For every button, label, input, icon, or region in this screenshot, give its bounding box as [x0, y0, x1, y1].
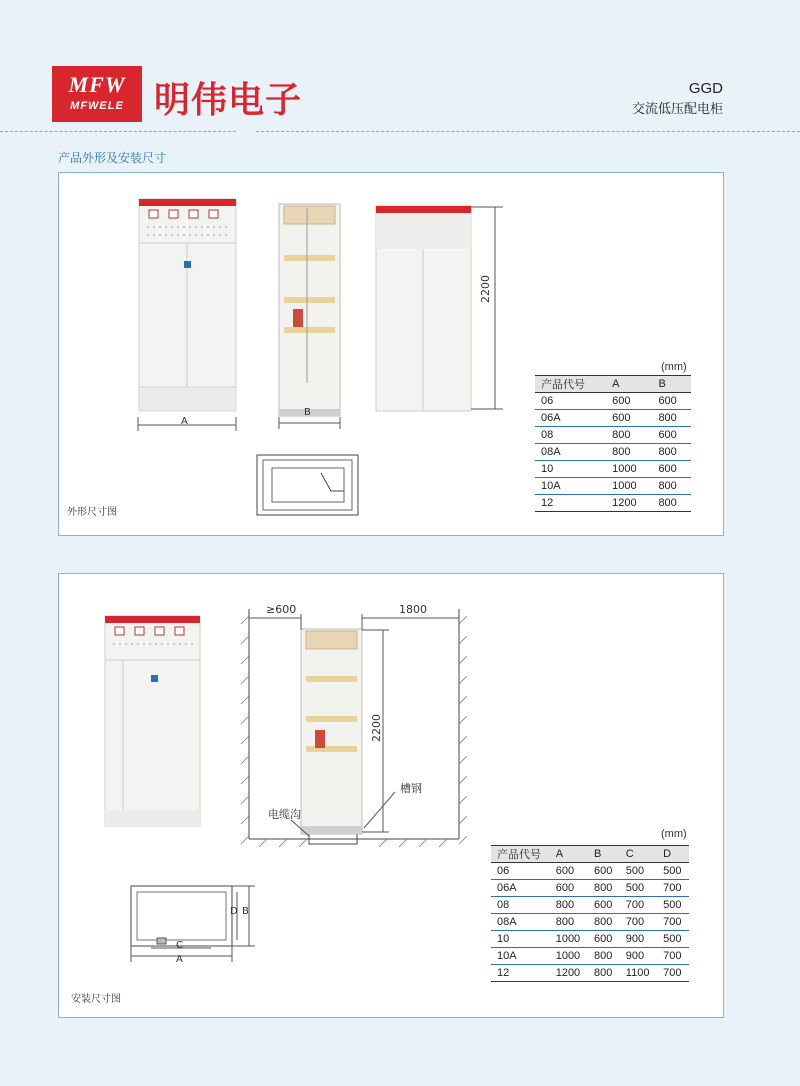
table-cell: 1000: [550, 948, 588, 965]
table-row: [535, 495, 691, 512]
label-cable-trench: 电缆沟: [268, 808, 301, 821]
product-title: 交流低压配电柜: [631, 102, 723, 117]
dim-a-label: A: [176, 954, 183, 965]
brand-logo: [52, 66, 142, 122]
table-cell: 700: [657, 914, 689, 931]
table-row: [491, 897, 689, 914]
table-cell: 600: [588, 897, 620, 914]
table-cell: 700: [657, 965, 689, 982]
column-header: C: [620, 846, 657, 863]
table-cell: 1100: [620, 965, 657, 982]
table-cell: 06A: [491, 880, 550, 897]
table-cell: 600: [606, 410, 652, 427]
column-header: A: [606, 376, 652, 393]
table-cell: 800: [652, 478, 691, 495]
table-cell: 08: [535, 427, 606, 444]
table-cell: 10: [535, 461, 606, 478]
table-cell: 12: [535, 495, 606, 512]
table-row: [491, 931, 689, 948]
table-cell: 600: [550, 863, 588, 880]
column-header: 产品代号: [491, 846, 550, 863]
header-divider: [256, 131, 800, 132]
table-cell: 12: [491, 965, 550, 982]
table-cell: 1000: [606, 461, 652, 478]
table-cell: 10A: [535, 478, 606, 495]
table-cell: 600: [588, 931, 620, 948]
table-cell: 800: [606, 444, 652, 461]
table-cell: 1000: [550, 931, 588, 948]
cabinet-front-view: [139, 199, 236, 411]
column-header: A: [550, 846, 588, 863]
table-cell: 900: [620, 931, 657, 948]
table-cell: 10: [491, 931, 550, 948]
table-cell: 800: [588, 880, 620, 897]
table-cell: 800: [652, 495, 691, 512]
table-cell: 700: [620, 914, 657, 931]
table-cell: 500: [657, 863, 689, 880]
header-divider: [0, 131, 236, 132]
outline-spec-table: [535, 375, 691, 512]
install-plan-view: [131, 886, 255, 962]
table-row: [491, 914, 689, 931]
table-row: [535, 478, 691, 495]
section-title: 产品外形及安装尺寸: [58, 151, 167, 165]
install-spec-table: [491, 845, 689, 982]
column-header: B: [652, 376, 691, 393]
table-cell: 600: [652, 461, 691, 478]
table-row: [535, 410, 691, 427]
label-channel-steel: 槽钢: [400, 782, 422, 795]
base-plan-view: [257, 455, 358, 515]
table-cell: 800: [652, 444, 691, 461]
table-cell: 08: [491, 897, 550, 914]
dim-b-label: B: [304, 407, 311, 418]
install-caption: 安装尺寸图: [71, 994, 121, 1005]
table-row: [491, 863, 689, 880]
cabinet-side-view: [301, 629, 362, 834]
table-cell: 08A: [491, 914, 550, 931]
table-row: [535, 461, 691, 478]
table-cell: 600: [652, 393, 691, 410]
column-header: D: [657, 846, 689, 863]
table-row: [491, 880, 689, 897]
dim-front-clearance: ≥600: [266, 603, 297, 616]
table-cell: 800: [606, 427, 652, 444]
product-code: GGD: [688, 80, 723, 97]
table-cell: 06A: [535, 410, 606, 427]
table-cell: 800: [588, 914, 620, 931]
cabinet-side-view: [279, 204, 340, 416]
table-cell: 06: [491, 863, 550, 880]
brand-name: 明伟电子: [154, 80, 303, 121]
logo-main-text: MFW: [68, 72, 126, 97]
table-cell: 800: [550, 914, 588, 931]
table-cell: 08A: [535, 444, 606, 461]
dim-a-label: A: [181, 416, 188, 427]
dim-height-label: 2200: [479, 275, 492, 303]
outline-unit: (mm): [661, 361, 687, 373]
column-header: 产品代号: [535, 376, 606, 393]
table-cell: 600: [588, 863, 620, 880]
table-cell: 800: [588, 965, 620, 982]
table-cell: 900: [620, 948, 657, 965]
logo-sub-text: MFWELE: [70, 100, 124, 112]
install-dimensions-panel: [58, 573, 724, 1018]
table-row: [491, 948, 689, 965]
table-cell: 600: [550, 880, 588, 897]
table-cell: 800: [550, 897, 588, 914]
dim-b-label: B: [242, 906, 249, 917]
table-row: [535, 427, 691, 444]
dim-height-label: 2200: [370, 714, 383, 742]
table-cell: 800: [652, 410, 691, 427]
dim-d-label: D: [230, 906, 238, 917]
table-row: [535, 393, 691, 410]
outline-caption: 外形尺寸图: [67, 507, 117, 518]
table-cell: 1200: [606, 495, 652, 512]
cabinet-rear-view: [376, 206, 471, 411]
table-cell: 10A: [491, 948, 550, 965]
table-cell: 700: [657, 880, 689, 897]
table-cell: 800: [588, 948, 620, 965]
table-cell: 500: [657, 931, 689, 948]
table-row: [535, 444, 691, 461]
table-cell: 700: [620, 897, 657, 914]
dim-c-label: C: [176, 940, 183, 951]
outline-dimensions-panel: [58, 172, 724, 536]
table-cell: 1000: [606, 478, 652, 495]
column-header: B: [588, 846, 620, 863]
table-cell: 700: [657, 948, 689, 965]
table-cell: 500: [620, 880, 657, 897]
dim-rear-clearance: 1800: [399, 603, 427, 616]
table-cell: 500: [657, 897, 689, 914]
table-cell: 600: [606, 393, 652, 410]
table-cell: 06: [535, 393, 606, 410]
table-row: [491, 965, 689, 982]
cabinet-front-view: [105, 616, 200, 826]
install-unit: (mm): [661, 828, 687, 840]
table-cell: 600: [652, 427, 691, 444]
table-cell: 500: [620, 863, 657, 880]
table-cell: 1200: [550, 965, 588, 982]
